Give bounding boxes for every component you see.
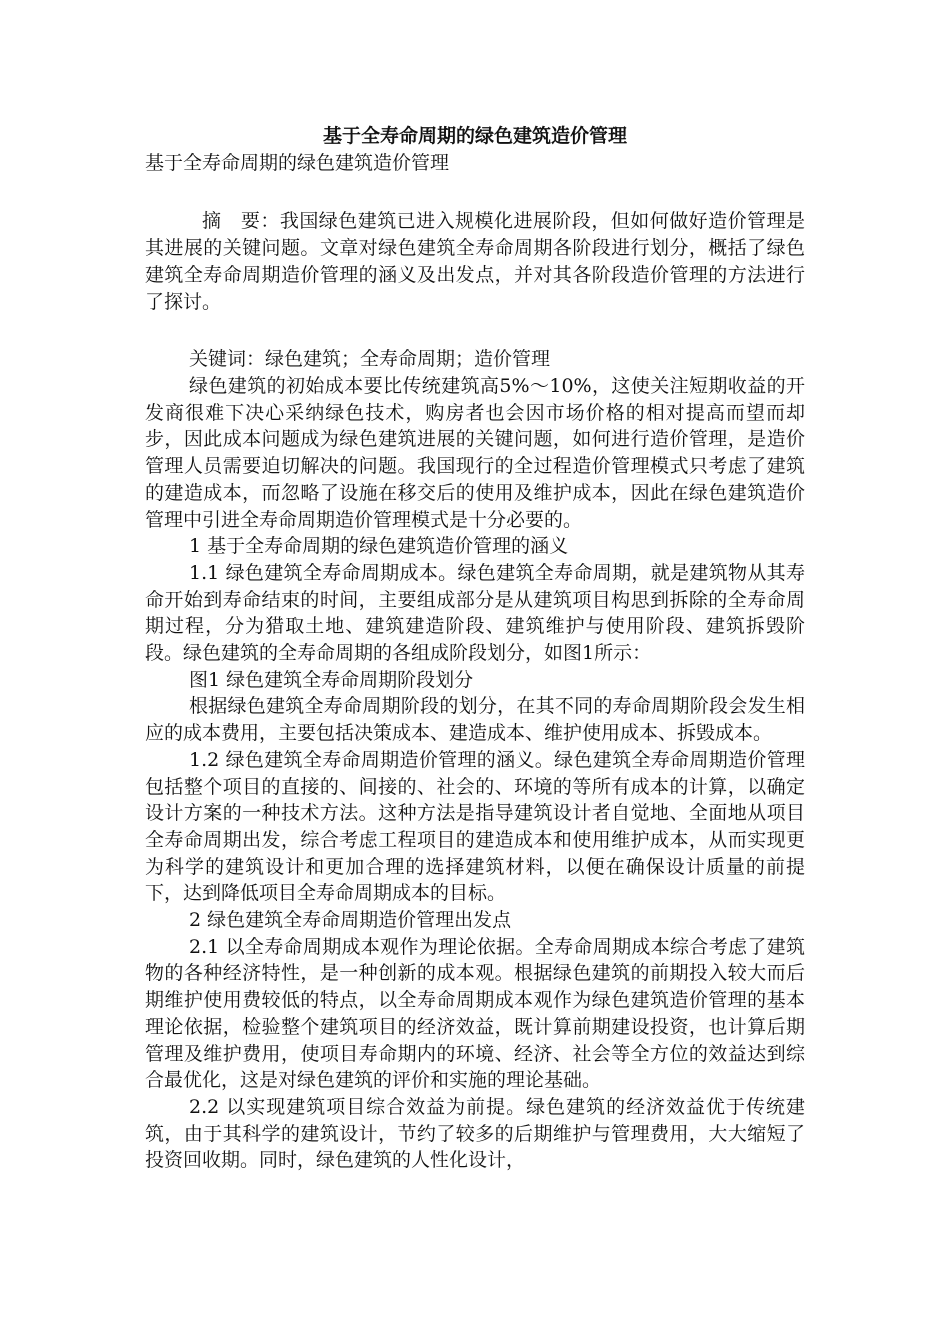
section-heading-1: 1 基于全寿命周期的绿色建筑造价管理的涵义 xyxy=(189,535,569,558)
document-page xyxy=(145,122,805,1174)
body-paragraph-2-1: 2.1 以全寿命周期成本观作为理论依据。全寿命周期成本综合考虑了建筑物的各种经济特性，是一种创新的成本观。根据绿色建筑的前期投入较大而后期维护使用费较低的特点，以全寿命周期成本观作为绿色建筑造价管理的基本理论依据，检验整个建筑项目的经济效益，既计算前期建设投资，也计算后期管理及维护费用，使项目寿命期内的环境、经济、社会等全方位的效益达到综合最优化，这是对绿色建筑的评价和实施的理论基础。 xyxy=(145,935,805,1092)
body-paragraph-1-2: 1.2 绿色建筑全寿命周期造价管理的涵义。绿色建筑全寿命周期造价管理包括整个项目的直接的、间接的、社会的、环境的等所有成本的计算，以确定设计方案的一种技术方法。这种方法是指导建筑设计者自觉地、全面地从项目全寿命周期出发，综合考虑工程项目的建造成本和使用维护成本，从而实现更为科学的建筑设计和更加合理的选择建筑材料，以便在确保设计质量的前提下，达到降低项目全寿命周期成本的目标。 xyxy=(145,748,805,905)
abstract-paragraph: 摘 要：我国绿色建筑已进入规模化进展阶段，但如何做好造价管理是其进展的关键问题。文章对绿色建筑全寿命周期各阶段进行划分，概括了绿色建筑全寿命周期造价管理的涵义及出发点，并对其各阶段造价管理的方法进行了探讨。 xyxy=(145,210,805,313)
body-paragraph-1-1: 1.1 绿色建筑全寿命周期成本。绿色建筑全寿命周期，就是建筑物从其寿命开始到寿命结束的时间，主要组成部分是从建筑项目构思到拆除的全寿命周期过程，分为猎取土地、建筑建造阶段、建筑维护与使用阶段、建筑拆毁阶段。绿色建筑的全寿命周期的各组成阶段划分，如图1所示： xyxy=(145,561,805,665)
section-heading-2: 2 绿色建筑全寿命周期造价管理出发点 xyxy=(189,909,512,932)
body-paragraph-2-2: 2.2 以实现建筑项目综合效益为前提。绿色建筑的经济效益优于传统建筑，由于其科学的建筑设计，节约了较多的后期维护与管理费用，大大缩短了投资回收期。同时，绿色建筑的人性化设计， xyxy=(145,1095,805,1172)
figure-caption: 图1 绿色建筑全寿命周期阶段划分 xyxy=(189,668,474,691)
document-subtitle: 基于全寿命周期的绿色建筑造价管理 xyxy=(145,152,450,174)
body-paragraph-cost: 根据绿色建筑全寿命周期阶段的划分，在其不同的寿命周期阶段会发生相应的成本费用，主要包括决策成本、建造成本、维护使用成本、拆毁成本。 xyxy=(145,695,805,745)
body-paragraph-intro: 绿色建筑的初始成本要比传统建筑高5%～10%，这使关注短期收益的开发商很难下决心采纳绿色技术，购房者也会因市场价格的相对提高而望而却步，因此成本问题成为绿色建筑进展的关键问题，如何进行造价管理，是造价管理人员需要迫切解决的问题。我国现行的全过程造价管理模式只考虑了建筑的建造成本，而忽略了设施在移交后的使用及维护成本，因此在绿色建筑造价管理中引进全寿命周期造价管理模式是十分必要的。 xyxy=(145,375,805,531)
document-title: 基于全寿命周期的绿色建筑造价管理 xyxy=(322,125,627,147)
keywords-line: 关键词：绿色建筑；全寿命周期；造价管理 xyxy=(189,348,551,370)
